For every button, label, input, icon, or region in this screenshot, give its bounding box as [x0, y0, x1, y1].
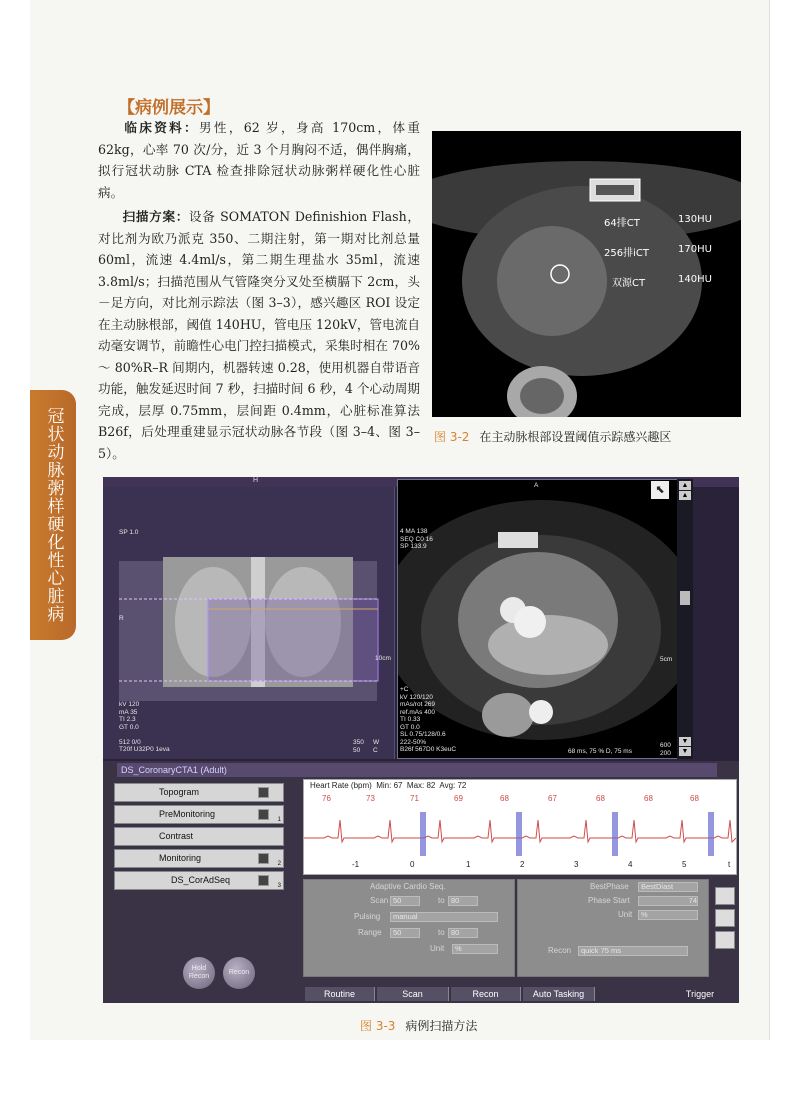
step-number: 1 — [277, 817, 281, 823]
hr-value: 68 — [500, 794, 509, 803]
topogram-info: kV 120 mA 35 TI 2.3 GT 0.0 512 0/0 T20f U32P0 1eva — [119, 701, 170, 753]
settings-tool-icon[interactable] — [715, 931, 735, 949]
section-title: 【病例展示】 — [118, 98, 220, 118]
tab-scan[interactable]: Scan — [377, 987, 449, 1001]
tab-routine[interactable]: Routine — [305, 987, 375, 1001]
step-label: PreMonitoring — [159, 809, 216, 819]
scanner-ui-screenshot — [103, 477, 739, 1003]
gating-tool-icon[interactable] — [715, 909, 735, 927]
hr-value: 73 — [366, 794, 375, 803]
unit-select[interactable]: % — [638, 910, 698, 920]
fig32-value-2: 170HU — [678, 244, 712, 255]
protocol-title: DS_CoronaryCTA1 (Adult) — [117, 763, 717, 777]
fig32-row — [604, 214, 734, 229]
scan-plan-paragraph — [98, 206, 420, 464]
ecg-axis-label: 0 — [410, 860, 415, 869]
step-thumbnail-icon — [258, 853, 269, 864]
gate-window — [708, 812, 714, 856]
scroll-up-button[interactable]: ▲ — [679, 481, 691, 490]
ecg-axis-label: 5 — [682, 860, 687, 869]
topogram-orientation-label: H — [253, 477, 259, 484]
step-number: 3 — [277, 883, 281, 889]
hold-recon-button[interactable]: Hold Recon — [183, 957, 215, 989]
scan-label: Scan — [370, 896, 389, 905]
step-thumbnail-icon — [258, 875, 269, 886]
ecg-axis-label: t — [728, 860, 731, 869]
adaptive-cardio-label: Adaptive Cardio Seq. — [370, 882, 446, 891]
step-number: 2 — [277, 861, 281, 867]
hr-value: 68 — [596, 794, 605, 803]
topogram-r: R — [119, 615, 124, 622]
recon-label: Recon — [548, 946, 572, 955]
fig32-caption — [434, 428, 671, 445]
fig32-label-2: 256排iCT — [604, 248, 649, 259]
axial-info-bottom: +C kV 120/120 mAs/rot 269 ref.mAs 400 TI 0.33 GT 0.0 SL 0.75/128/0.6 222-50% B26f 567D0 K3euC — [400, 686, 457, 753]
tab-recon[interactable]: Recon — [451, 987, 521, 1001]
pointer-tool-icon[interactable]: ⬉ — [651, 481, 669, 499]
fig33-caption-text: 病例扫描方法 — [405, 1019, 478, 1033]
hr-value: 71 — [410, 794, 419, 803]
fig32-label-3: 双源CT — [612, 278, 646, 289]
hr-value: 76 — [322, 794, 331, 803]
scroll-thumb[interactable] — [680, 591, 690, 605]
tab-auto-tasking[interactable]: Auto Tasking — [523, 987, 595, 1001]
to-label: to — [438, 928, 445, 937]
gate-window — [516, 812, 522, 856]
step-label: Contrast — [159, 831, 194, 841]
clinical-lead: 临床资料： — [122, 120, 199, 135]
topogram-cm: 10cm — [375, 655, 391, 662]
range-label: Range — [358, 928, 382, 937]
fig33-caption — [360, 1017, 477, 1034]
gate-window — [612, 812, 618, 856]
step-ds-coradseq[interactable] — [114, 871, 284, 890]
ecg-axis-label: 4 — [628, 860, 633, 869]
step-topogram[interactable] — [114, 783, 284, 802]
clinical-paragraph — [98, 117, 420, 203]
topogram-viewport[interactable] — [103, 487, 395, 759]
axial-cm: 5cm — [660, 656, 673, 663]
step-label: Monitoring — [159, 853, 202, 863]
ecg-axis-label: 3 — [574, 860, 579, 869]
step-label: Topogram — [159, 787, 200, 797]
scroll-up-button-2[interactable]: ▲ — [679, 491, 691, 500]
step-monitoring[interactable] — [114, 849, 284, 868]
scan-control-panel — [103, 761, 739, 1003]
recon-select[interactable]: quick 75 ms — [578, 946, 688, 956]
pulsing-label: Pulsing — [354, 912, 381, 921]
bestphase-label: BestPhase — [590, 882, 629, 891]
recon-phase-panel — [517, 879, 709, 977]
axial-wc: 600 200 — [660, 742, 671, 757]
range-to-field[interactable]: 80 — [448, 928, 478, 938]
range-from-field[interactable]: 50 — [390, 928, 420, 938]
axial-viewport[interactable] — [397, 479, 685, 759]
axial-orientation-label: A — [534, 482, 539, 489]
step-thumbnail-icon — [258, 787, 269, 798]
fig32-label-1: 64排CT — [604, 218, 640, 229]
ecg-axis-label: 1 — [466, 860, 471, 869]
unit-label: Unit — [618, 910, 633, 919]
step-premonitoring[interactable] — [114, 805, 284, 824]
chapter-side-tab: 冠状动脉粥样硬化性心脏病 — [30, 390, 76, 640]
adaptive-cardio-panel — [303, 879, 515, 977]
clinical-text: 男性，62 岁，身高 170cm，体重 62kg，心率 70 次/分，近 3 个月胸闷不适，偶伴胸痛，拟行冠状动脉 CTA 检查排除冠状动脉粥样硬化性心脏病。 — [98, 120, 420, 200]
hr-value: 69 — [454, 794, 463, 803]
topogram-sp: SP 1.0 — [119, 529, 139, 536]
fig32-caption-text: 在主动脉根部设置阈值示踪感兴趣区 — [479, 430, 672, 444]
hr-value: 67 — [548, 794, 557, 803]
ecg-axis-label: 2 — [520, 860, 525, 869]
unit-select[interactable]: % — [452, 944, 498, 954]
step-thumbnail-icon — [258, 809, 269, 820]
fig32-caption-num: 图 3-2 — [434, 430, 470, 444]
scroll-down-button[interactable]: ▼ — [679, 737, 691, 746]
scroll-down-button-2[interactable]: ▼ — [679, 747, 691, 756]
ct-axial-roi-image — [432, 131, 741, 417]
phasestart-field[interactable]: 74 — [638, 896, 698, 906]
scan-plan-text: 设备 SOMATON Definishion Flash，对比剂为欧乃派克 350、二期注射，第一期对比剂总量 60ml，流速 4.4ml/s，第二期生理盐水 35ml，流速 3.8ml/s；扫描范围从气管隆突分叉处至横膈下 2cm，头－足方向，对比剂示踪法（图 3–3），感兴趣区 ROI 设定在主动脉根部，阈值 140HU，管电压 120kV，管电流自动毫安调节，前瞻性心电门控扫描模式，采集时相在 70% ～ 80%R–R 间期内，机器转速 0.28，使用机器自带语音功能，触发延迟时间 7 秒，扫描时间 6 秒，4 个心动周期完成，层厚 0.75mm，层间距 0.4mm，心脏标准算法 B26f，后处理重建显示冠状动脉各节段（图 3–4、图 3–5）。 — [98, 209, 420, 461]
fig33-caption-num: 图 3-3 — [360, 1019, 396, 1033]
fig32-value-3: 140HU — [678, 274, 712, 285]
to-label: to — [438, 896, 445, 905]
pulsing-select[interactable]: manual — [390, 912, 498, 922]
step-label: DS_CorAdSeq — [171, 875, 231, 885]
trigger-label: Trigger — [663, 987, 737, 1001]
fig32-value-1: 130HU — [678, 214, 712, 225]
ecg-header: Heart Rate (bpm) Min: 67 Max: 82 Avg: 72 — [310, 781, 467, 790]
scan-plan-lead: 扫描方案： — [122, 209, 189, 224]
scan-to-field[interactable]: 80 — [448, 896, 478, 906]
hr-value: 68 — [690, 794, 699, 803]
phasestart-label: Phase Start — [588, 896, 630, 905]
bestphase-select[interactable]: BestDiast — [638, 882, 698, 892]
gate-window — [420, 812, 426, 856]
axial-timing: 68 ms, 75 % D, 75 ms — [568, 748, 632, 755]
ecg-axis-label: -1 — [352, 860, 360, 869]
topogram-wc: 350 50 — [353, 739, 364, 754]
recon-button[interactable]: Recon — [223, 957, 255, 989]
topogram-wc-letters: W C — [373, 739, 380, 754]
unit-label: Unit — [430, 944, 445, 953]
viewport-scrollbar[interactable] — [677, 479, 693, 759]
scan-from-field[interactable]: 50 — [390, 896, 420, 906]
fig32-row — [612, 274, 741, 289]
ecg-tool-icon[interactable] — [715, 887, 735, 905]
ecg-trace-panel — [303, 779, 737, 875]
fig32-row — [604, 244, 734, 259]
axial-info-top: 4 MA 138 SEQ C0 16 SP 133.9 — [400, 528, 433, 550]
step-contrast[interactable] — [114, 827, 284, 846]
hr-value: 68 — [644, 794, 653, 803]
